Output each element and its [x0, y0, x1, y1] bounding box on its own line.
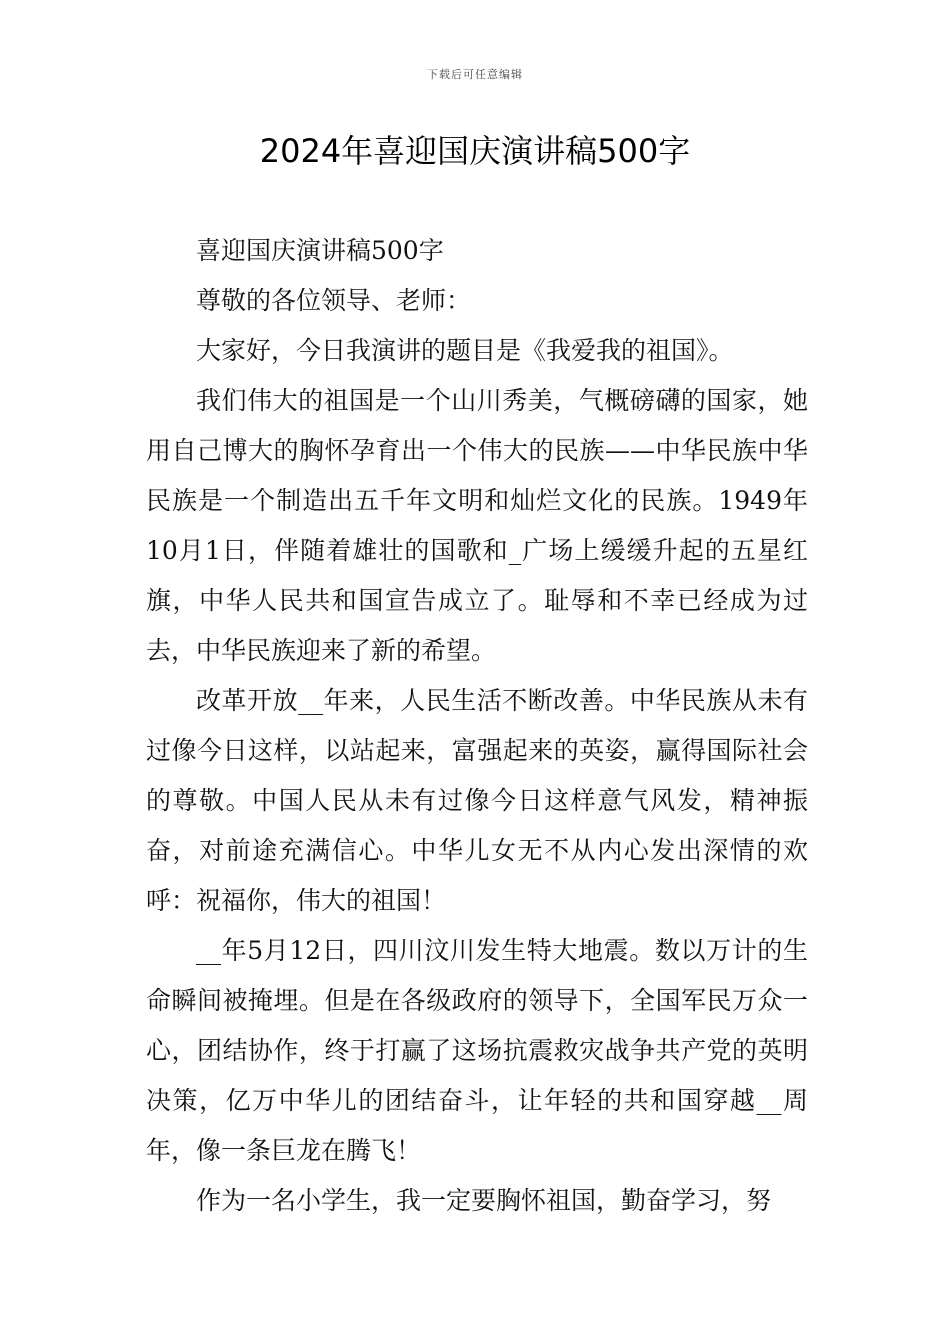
paragraph-student: 作为一名小学生，我一定要胸怀祖国，勤奋学习，努 [196, 1186, 772, 1215]
paragraph-greeting: 大家好，今日我演讲的题目是《我爱我的祖国》。 [196, 336, 734, 365]
paragraph-subtitle: 喜迎国庆演讲稿500字 [196, 236, 444, 265]
paragraph-motherland: 我们伟大的祖国是一个山川秀美，气概磅礴的国家，她用自己博大的胸怀孕育出一个伟大的民族——中华民族中华民族是一个制造出五千年文明和灿烂文化的民族。1949年10月1日，伴随着雄壮的国歌和_广场上缓缓升起的五星红旗，中华人民共和国宣告成立了。耻辱和不幸已经成为过去，中华民族迎来了新的希望。 [146, 386, 808, 665]
paragraph-reform: 改革开放__年来，人民生活不断改善。中华民族从未有过像今日这样，以站起来，富强起来的英姿，赢得国际社会的尊敬。中国人民从未有过像今日这样意气风发，精神振奋，对前途充满信心。中华儿女无不从内心发出深情的欢呼：祝福你，伟大的祖国！ [146, 686, 808, 915]
paragraph-earthquake: __年5月12日，四川汶川发生特大地震。数以万计的生命瞬间被掩埋。但是在各级政府的领导下，全国军民万众一心，团结协作，终于打赢了这场抗震救灾战争共产党的英明决策，亿万中华儿的团结奋斗，让年轻的共和国穿越__周年，像一条巨龙在腾飞！ [146, 936, 808, 1165]
document-title: 2024年喜迎国庆演讲稿500字 [259, 132, 691, 170]
paragraph-salutation: 尊敬的各位领导、老师： [196, 286, 472, 315]
header-note: 下载后可任意编辑 [427, 68, 523, 81]
document-body [146, 226, 808, 1226]
